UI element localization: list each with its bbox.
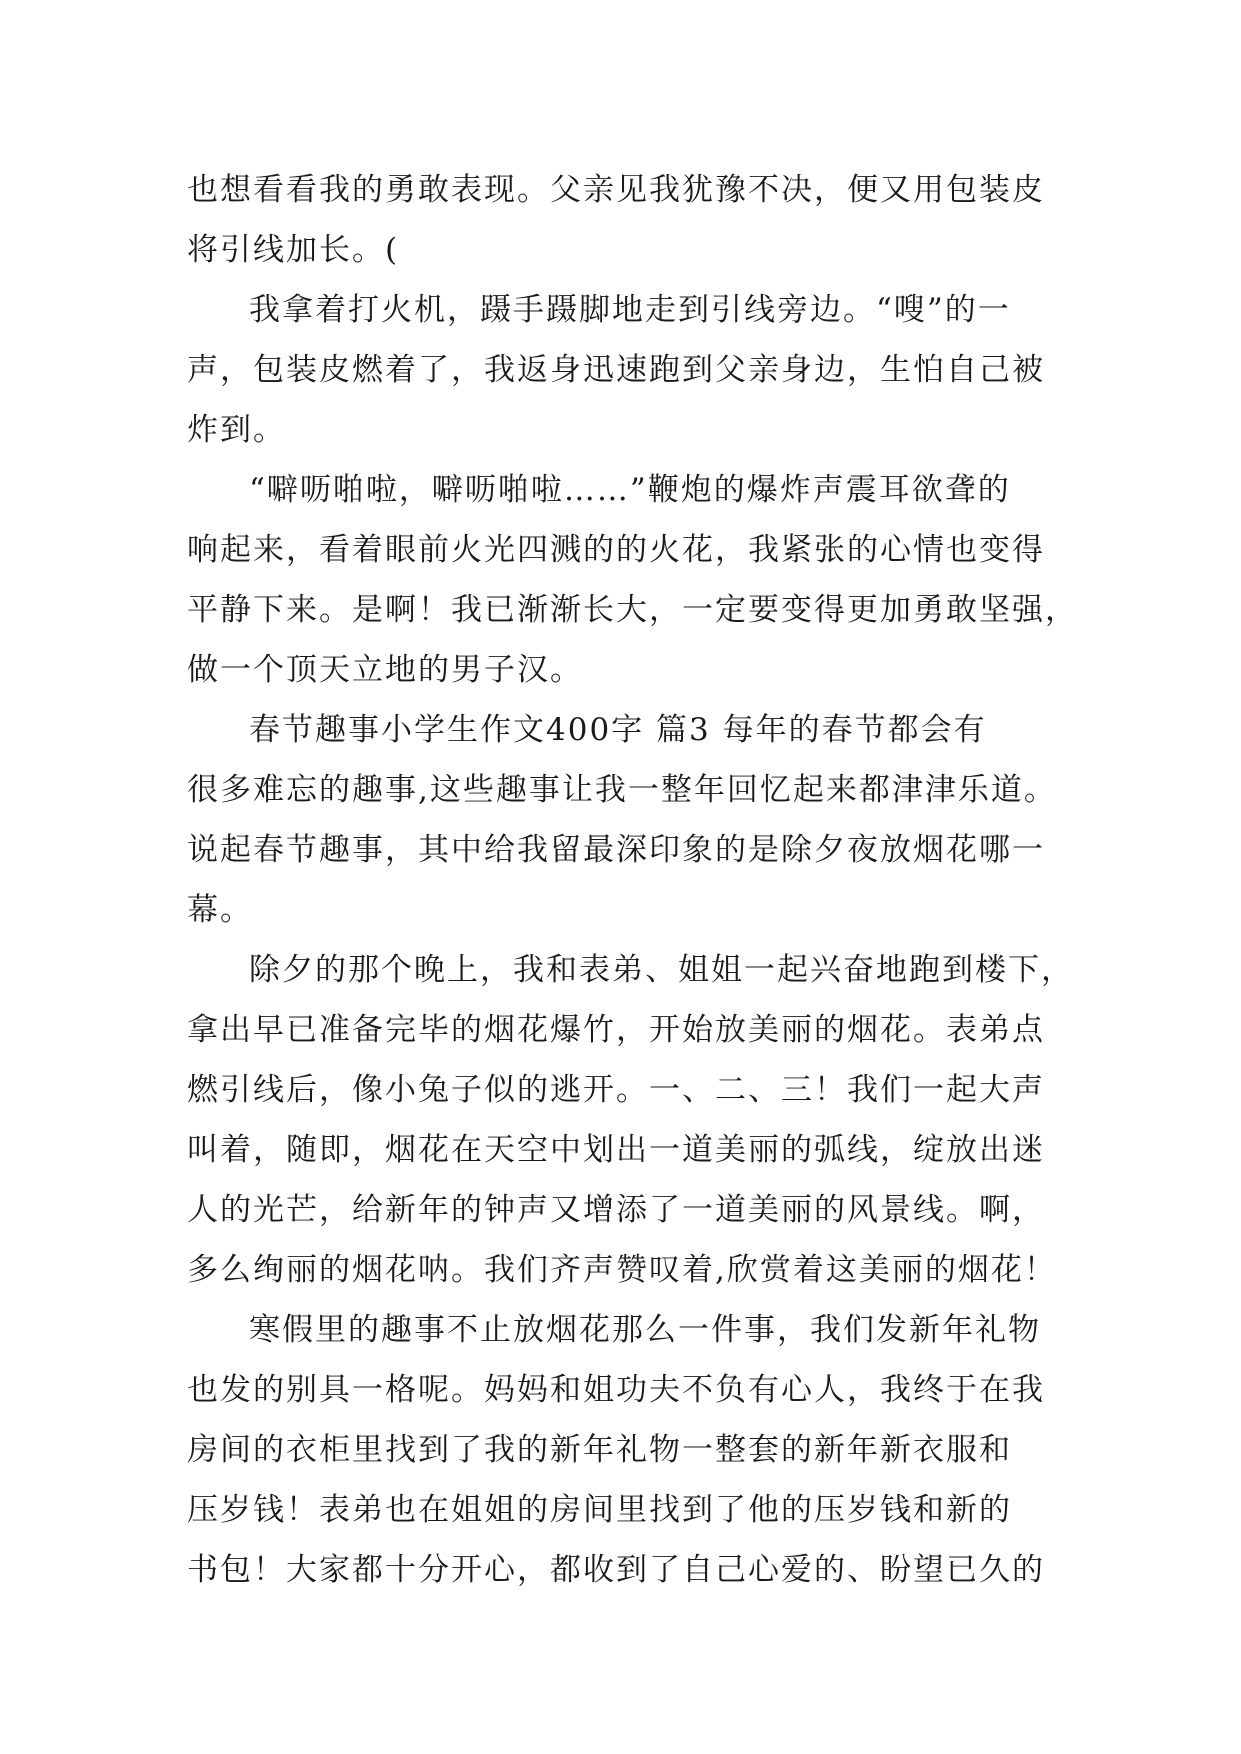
text-line-10: 春节趣事小学生作文400字 篇3 每年的春节都会有 bbox=[249, 712, 987, 748]
text-line-17: 叫着，随即，烟花在天空中划出一道美丽的弧线，绽放出迷 bbox=[187, 1132, 1045, 1168]
text-line-6: “噼呖啪啦，噼呖啪啦……”鞭炮的爆炸声震耳欲聋的 bbox=[249, 472, 1011, 508]
text-line-19: 多么绚丽的烟花呐。我们齐声赞叹着,欣赏着这美丽的烟花！ bbox=[187, 1252, 1057, 1288]
text-line-3: 我拿着打火机，蹑手蹑脚地走到引线旁边。“嗖”的一 bbox=[249, 292, 1011, 328]
text-line-8: 平静下来。是啊！我已渐渐长大，一定要变得更加勇敢坚强， bbox=[187, 592, 1078, 628]
text-line-1: 也想看看我的勇敢表现。父亲见我犹豫不决，便又用包装皮 bbox=[187, 172, 1045, 208]
text-line-22: 房间的衣柜里找到了我的新年礼物一整套的新年新衣服和 bbox=[187, 1432, 1012, 1468]
text-line-5: 炸到。 bbox=[187, 412, 286, 448]
text-line-9: 做一个顶天立地的男子汉。 bbox=[187, 652, 583, 688]
text-line-16: 燃引线后，像小兔子似的逃开。一、二、三！我们一起大声 bbox=[187, 1072, 1045, 1108]
text-line-13: 幕。 bbox=[187, 892, 253, 928]
text-line-20: 寒假里的趣事不止放烟花那么一件事，我们发新年礼物 bbox=[249, 1312, 1041, 1348]
text-line-11: 很多难忘的趣事,这些趣事让我一整年回忆起来都津津乐道。 bbox=[187, 772, 1057, 808]
body-text bbox=[187, 160, 1078, 1600]
text-line-12: 说起春节趣事，其中给我留最深印象的是除夕夜放烟花哪一 bbox=[187, 832, 1045, 868]
text-line-14: 除夕的那个晚上，我和表弟、姐姐一起兴奋地跑到楼下， bbox=[249, 952, 1074, 988]
text-line-2: 将引线加长。( bbox=[187, 232, 400, 268]
text-line-24: 书包！大家都十分开心，都收到了自己心爱的、盼望已久的 bbox=[187, 1552, 1045, 1588]
text-line-23: 压岁钱！表弟也在姐姐的房间里找到了他的压岁钱和新的 bbox=[187, 1492, 1012, 1528]
text-line-4: 声，包装皮燃着了，我返身迅速跑到父亲身边，生怕自己被 bbox=[187, 352, 1045, 388]
text-line-18: 人的光芒，给新年的钟声又增添了一道美丽的风景线。啊， bbox=[187, 1192, 1045, 1228]
text-line-21: 也发的别具一格呢。妈妈和姐功夫不负有心人，我终于在我 bbox=[187, 1372, 1045, 1408]
text-line-15: 拿出早已准备完毕的烟花爆竹，开始放美丽的烟花。表弟点 bbox=[187, 1012, 1045, 1048]
text-line-7: 响起来，看着眼前火光四溅的的火花，我紧张的心情也变得 bbox=[187, 532, 1045, 568]
